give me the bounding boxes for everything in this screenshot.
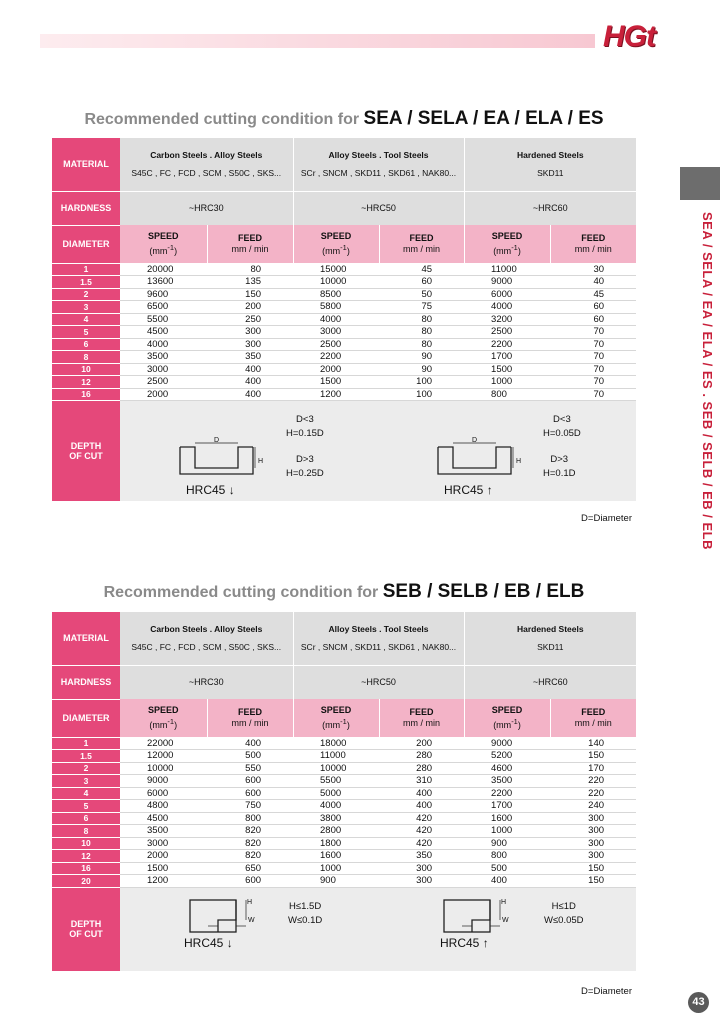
feed-header: FEED mm / min — [207, 699, 293, 737]
speed-cell: 2500 — [293, 338, 379, 351]
feed-cell: 80 — [379, 326, 464, 339]
diagram-h-label: H — [247, 898, 253, 906]
feed-cell: 820 — [207, 825, 293, 838]
feed-cell: 70 — [550, 363, 636, 376]
feed-cell: 60 — [550, 301, 636, 314]
feed-cell: 45 — [550, 288, 636, 301]
speed-cell: 3000 — [120, 837, 207, 850]
feed-cell: 70 — [550, 388, 636, 401]
speed-cell: 3500 — [464, 775, 550, 788]
table-title-seb: Recommended cutting condition for SEB / SELB / EB / ELB — [103, 581, 585, 602]
speed-header: SPEED $(mm^{-1})$ — [120, 699, 207, 737]
page-number: 43 — [688, 992, 709, 1013]
speed-cell: 4800 — [120, 800, 207, 813]
speed-cell: 2200 — [464, 787, 550, 800]
material-group-1 — [120, 612, 293, 665]
table-row — [52, 313, 636, 326]
depth-label: DEPTH OF CUT — [52, 401, 120, 502]
material-group-3 — [464, 612, 636, 665]
feed-cell: 300 — [207, 326, 293, 339]
feed-cell: 300 — [379, 875, 464, 888]
hardness-label: HARDNESS — [52, 191, 120, 225]
speed-header: SPEED $(mm^{-1})$ — [120, 225, 207, 263]
material-group-1 — [120, 138, 293, 191]
feed-cell: 820 — [207, 850, 293, 863]
feed-cell: 150 — [550, 875, 636, 888]
speed-cell: 900 — [464, 837, 550, 850]
feed-cell: 40 — [550, 276, 636, 289]
feed-cell: 420 — [379, 825, 464, 838]
hrc-label: HRC45 ↑ — [444, 483, 493, 497]
diameter-cell: 6 — [52, 338, 120, 351]
feed-header: FEED mm / min — [379, 699, 464, 737]
feed-cell: 50 — [379, 288, 464, 301]
speed-cell: 2000 — [293, 363, 379, 376]
feed-cell: 200 — [379, 737, 464, 750]
feed-cell: 70 — [550, 338, 636, 351]
feed-cell: 300 — [207, 338, 293, 351]
side-tab-marker — [680, 167, 720, 200]
speed-cell: 2500 — [120, 376, 207, 389]
material-grades: SKD11 — [537, 168, 564, 179]
table-row — [52, 837, 636, 850]
feed-cell: 135 — [207, 276, 293, 289]
speed-cell: 6000 — [120, 787, 207, 800]
speed-cell: 5800 — [293, 301, 379, 314]
diagram-d-label: D — [214, 437, 220, 444]
hardness-value: ~HRC50 — [293, 191, 464, 225]
feed-cell: 90 — [379, 351, 464, 364]
diameter-cell: 1.5 — [52, 750, 120, 763]
speed-cell: 18000 — [293, 737, 379, 750]
material-grades: SCr , SNCM , SKD11 , SKD61 , NAK80... — [300, 168, 457, 179]
feed-cell: 400 — [207, 376, 293, 389]
speed-cell: 9000 — [464, 737, 550, 750]
feed-cell: 170 — [550, 762, 636, 775]
diameter-cell: 2 — [52, 288, 120, 301]
header-gradient-bar — [40, 34, 595, 48]
depth-text: D>3 H=0.25D — [286, 454, 324, 479]
feed-cell: 60 — [379, 276, 464, 289]
depth-text: D<3 H=0.05D — [543, 414, 581, 439]
arrow-up-icon: ↑ — [482, 935, 489, 950]
speed-cell: 2800 — [293, 825, 379, 838]
footnote: D=Diameter — [581, 986, 632, 997]
hardness-value: ~HRC60 — [464, 665, 636, 699]
diameter-cell: 3 — [52, 301, 120, 314]
material-group-2 — [293, 612, 464, 665]
speed-cell: 5500 — [293, 775, 379, 788]
speed-cell: 1000 — [464, 376, 550, 389]
depth-text: H≤1D W≤0.05D — [544, 900, 584, 926]
material-grades: SKD11 — [537, 642, 564, 653]
diameter-label: DIAMETER — [52, 699, 120, 737]
table-row — [52, 850, 636, 863]
diameter-cell: 1 — [52, 737, 120, 750]
speed-cell: 4000 — [293, 313, 379, 326]
feed-cell: 45 — [379, 263, 464, 276]
speed-cell: 500 — [464, 862, 550, 875]
speed-cell: 9600 — [120, 288, 207, 301]
diagram-h-label: H — [501, 898, 507, 906]
feed-cell: 310 — [379, 775, 464, 788]
speed-cell: 1200 — [120, 875, 207, 888]
speed-cell: 1600 — [464, 812, 550, 825]
depth-of-cut-area — [120, 887, 636, 971]
arrow-up-icon: ↑ — [486, 483, 493, 497]
feed-header: FEED mm / min — [207, 225, 293, 263]
material-group-name: Carbon Steels . Alloy Steels — [150, 624, 263, 635]
material-grades: S45C , FC , FCD , SCM , S50C , SKS... — [131, 168, 282, 179]
material-label: MATERIAL — [52, 612, 120, 665]
depth-text: D<3 H=0.15D — [286, 414, 324, 439]
feed-cell: 250 — [207, 313, 293, 326]
depth-text: H≤1.5D W≤0.1D — [288, 900, 323, 926]
material-group-name: Alloy Steels . Tool Steels — [328, 624, 429, 635]
speed-cell: 1700 — [464, 800, 550, 813]
feed-cell: 420 — [379, 837, 464, 850]
material-group-3 — [464, 138, 636, 191]
speed-cell: 4000 — [464, 301, 550, 314]
depth-of-cut-area — [120, 401, 636, 502]
hardness-value: ~HRC60 — [464, 191, 636, 225]
depth-label: DEPTH OF CUT — [52, 887, 120, 971]
table-row — [52, 276, 636, 289]
diameter-cell: 5 — [52, 326, 120, 339]
diameter-cell: 20 — [52, 875, 120, 888]
feed-cell: 80 — [379, 313, 464, 326]
feed-cell: 240 — [550, 800, 636, 813]
speed-cell: 1200 — [293, 388, 379, 401]
table-row — [52, 737, 636, 750]
feed-header: FEED mm / min — [379, 225, 464, 263]
speed-cell: 3000 — [120, 363, 207, 376]
arrow-down-icon: ↓ — [226, 935, 233, 950]
feed-cell: 820 — [207, 837, 293, 850]
feed-cell: 75 — [379, 301, 464, 314]
feed-cell: 280 — [379, 750, 464, 763]
feed-cell: 150 — [550, 750, 636, 763]
speed-header: SPEED $(mm^{-1})$ — [464, 225, 550, 263]
speed-cell: 2000 — [120, 388, 207, 401]
speed-header: SPEED $(mm^{-1})$ — [293, 699, 379, 737]
speed-cell: 10000 — [293, 762, 379, 775]
feed-cell: 60 — [550, 313, 636, 326]
diameter-cell: 8 — [52, 351, 120, 364]
hardness-value: ~HRC30 — [120, 665, 293, 699]
speed-cell: 15000 — [293, 263, 379, 276]
diameter-cell: 6 — [52, 812, 120, 825]
feed-cell: 220 — [550, 787, 636, 800]
speed-cell: 1700 — [464, 351, 550, 364]
speed-cell: 11000 — [464, 263, 550, 276]
speed-cell: 2000 — [120, 850, 207, 863]
diameter-cell: 16 — [52, 862, 120, 875]
speed-cell: 12000 — [120, 750, 207, 763]
speed-cell: 8500 — [293, 288, 379, 301]
diameter-label: DIAMETER — [52, 225, 120, 263]
diameter-cell: 1 — [52, 263, 120, 276]
diameter-cell: 4 — [52, 313, 120, 326]
diameter-cell: 5 — [52, 800, 120, 813]
diameter-cell: 16 — [52, 388, 120, 401]
speed-cell: 3200 — [464, 313, 550, 326]
hardness-label: HARDNESS — [52, 665, 120, 699]
diameter-cell: 2 — [52, 762, 120, 775]
table-row — [52, 800, 636, 813]
feed-cell: 70 — [550, 326, 636, 339]
table-row — [52, 363, 636, 376]
feed-cell: 750 — [207, 800, 293, 813]
material-group-2 — [293, 138, 464, 191]
feed-cell: 400 — [207, 363, 293, 376]
feed-cell: 420 — [379, 812, 464, 825]
speed-cell: 4000 — [120, 338, 207, 351]
diagram-h-label: H — [258, 458, 264, 465]
table-row — [52, 775, 636, 788]
diagram-d-label: D — [472, 437, 478, 444]
material-grades: SCr , SNCM , SKD11 , SKD61 , NAK80... — [300, 642, 457, 653]
speed-cell: 13600 — [120, 276, 207, 289]
speed-cell: 6000 — [464, 288, 550, 301]
speed-cell: 800 — [464, 388, 550, 401]
speed-cell: 3000 — [293, 326, 379, 339]
speed-cell: 1600 — [293, 850, 379, 863]
speed-cell: 22000 — [120, 737, 207, 750]
speed-header: SPEED $(mm^{-1})$ — [464, 699, 550, 737]
table-row — [52, 875, 636, 888]
side-tab-label: SEA / SELA / EA / ELA / ES . SEB / SELB / EB / ELB — [700, 212, 715, 551]
depth-text: D>3 H=0.1D — [543, 454, 576, 479]
feed-cell: 500 — [207, 750, 293, 763]
feed-cell: 200 — [207, 301, 293, 314]
diameter-cell: 3 — [52, 775, 120, 788]
speed-cell: 400 — [464, 875, 550, 888]
speed-cell: 1000 — [293, 862, 379, 875]
diameter-cell: 4 — [52, 787, 120, 800]
material-group-name: Hardened Steels — [516, 624, 584, 635]
feed-cell: 350 — [379, 850, 464, 863]
feed-cell: 150 — [550, 862, 636, 875]
feed-cell: 400 — [379, 787, 464, 800]
speed-cell: 1500 — [464, 363, 550, 376]
speed-cell: 20000 — [120, 263, 207, 276]
feed-cell: 650 — [207, 862, 293, 875]
speed-cell: 1500 — [120, 862, 207, 875]
feed-cell: 280 — [379, 762, 464, 775]
hgt-logo: HGt — [603, 20, 655, 53]
cutting-table-seb — [52, 612, 636, 971]
speed-cell: 10000 — [120, 762, 207, 775]
speed-cell: 5200 — [464, 750, 550, 763]
table-row — [52, 263, 636, 276]
speed-cell: 5000 — [293, 787, 379, 800]
diagram-h-label: H — [516, 458, 522, 465]
speed-cell: 800 — [464, 850, 550, 863]
table-row — [52, 825, 636, 838]
speed-cell: 2200 — [464, 338, 550, 351]
diameter-cell: 10 — [52, 837, 120, 850]
hrc-label: HRC45 ↓ — [186, 483, 235, 497]
table-row — [52, 862, 636, 875]
diameter-cell: 8 — [52, 825, 120, 838]
table-row — [52, 326, 636, 339]
feed-cell: 70 — [550, 351, 636, 364]
speed-cell: 1800 — [293, 837, 379, 850]
speed-cell: 6500 — [120, 301, 207, 314]
speed-header: SPEED $(mm^{-1})$ — [293, 225, 379, 263]
hardness-value: ~HRC30 — [120, 191, 293, 225]
feed-cell: 300 — [550, 825, 636, 838]
table-row — [52, 376, 636, 389]
speed-cell: 9000 — [120, 775, 207, 788]
speed-cell: 3500 — [120, 825, 207, 838]
speed-cell: 3500 — [120, 351, 207, 364]
material-label: MATERIAL — [52, 138, 120, 191]
feed-cell: 220 — [550, 775, 636, 788]
feed-cell: 100 — [379, 388, 464, 401]
speed-cell: 3800 — [293, 812, 379, 825]
material-grades: S45C , FC , FCD , SCM , S50C , SKS... — [131, 642, 282, 653]
table-row — [52, 787, 636, 800]
feed-cell: 400 — [207, 388, 293, 401]
speed-cell: 2200 — [293, 351, 379, 364]
hardness-value: ~HRC50 — [293, 665, 464, 699]
table-row — [52, 351, 636, 364]
feed-cell: 300 — [379, 862, 464, 875]
feed-cell: 80 — [207, 263, 293, 276]
feed-cell: 600 — [207, 787, 293, 800]
table-row — [52, 762, 636, 775]
feed-cell: 70 — [550, 376, 636, 389]
table-row — [52, 388, 636, 401]
table-row — [52, 288, 636, 301]
speed-cell: 9000 — [464, 276, 550, 289]
feed-header: FEED mm / min — [550, 225, 636, 263]
feed-cell: 800 — [207, 812, 293, 825]
diameter-cell: 1.5 — [52, 276, 120, 289]
feed-cell: 80 — [379, 338, 464, 351]
speed-cell: 10000 — [293, 276, 379, 289]
feed-cell: 550 — [207, 762, 293, 775]
feed-cell: 600 — [207, 875, 293, 888]
feed-cell: 300 — [550, 812, 636, 825]
arrow-down-icon: ↓ — [228, 483, 235, 497]
table-row — [52, 338, 636, 351]
diameter-cell: 12 — [52, 376, 120, 389]
table-row — [52, 301, 636, 314]
feed-cell: 30 — [550, 263, 636, 276]
feed-cell: 300 — [550, 850, 636, 863]
table-title-sea: Recommended cutting condition for SEA / SELA / EA / ELA / ES — [84, 108, 604, 129]
diagram-w-label: W — [502, 916, 509, 924]
speed-cell: 900 — [293, 875, 379, 888]
diagram-w-label: W — [248, 916, 255, 924]
feed-cell: 350 — [207, 351, 293, 364]
feed-cell: 400 — [207, 737, 293, 750]
feed-cell: 300 — [550, 837, 636, 850]
hrc-label: HRC45 ↓ — [184, 935, 233, 950]
material-group-name: Alloy Steels . Tool Steels — [328, 150, 429, 161]
hrc-label: HRC45 ↑ — [440, 935, 489, 950]
material-group-name: Hardened Steels — [516, 150, 584, 161]
speed-cell: 11000 — [293, 750, 379, 763]
diameter-cell: 12 — [52, 850, 120, 863]
speed-cell: 5500 — [120, 313, 207, 326]
speed-cell: 4000 — [293, 800, 379, 813]
speed-cell: 4500 — [120, 326, 207, 339]
speed-cell: 1000 — [464, 825, 550, 838]
feed-cell: 150 — [207, 288, 293, 301]
speed-cell: 2500 — [464, 326, 550, 339]
footnote: D=Diameter — [581, 513, 632, 524]
table-row — [52, 750, 636, 763]
diameter-cell: 10 — [52, 363, 120, 376]
feed-cell: 90 — [379, 363, 464, 376]
feed-cell: 100 — [379, 376, 464, 389]
feed-cell: 400 — [379, 800, 464, 813]
feed-cell: 600 — [207, 775, 293, 788]
speed-cell: 1500 — [293, 376, 379, 389]
table-row — [52, 812, 636, 825]
speed-cell: 4600 — [464, 762, 550, 775]
material-group-name: Carbon Steels . Alloy Steels — [150, 150, 263, 161]
feed-cell: 140 — [550, 737, 636, 750]
feed-header: FEED mm / min — [550, 699, 636, 737]
cutting-table-sea — [52, 138, 636, 501]
speed-cell: 4500 — [120, 812, 207, 825]
